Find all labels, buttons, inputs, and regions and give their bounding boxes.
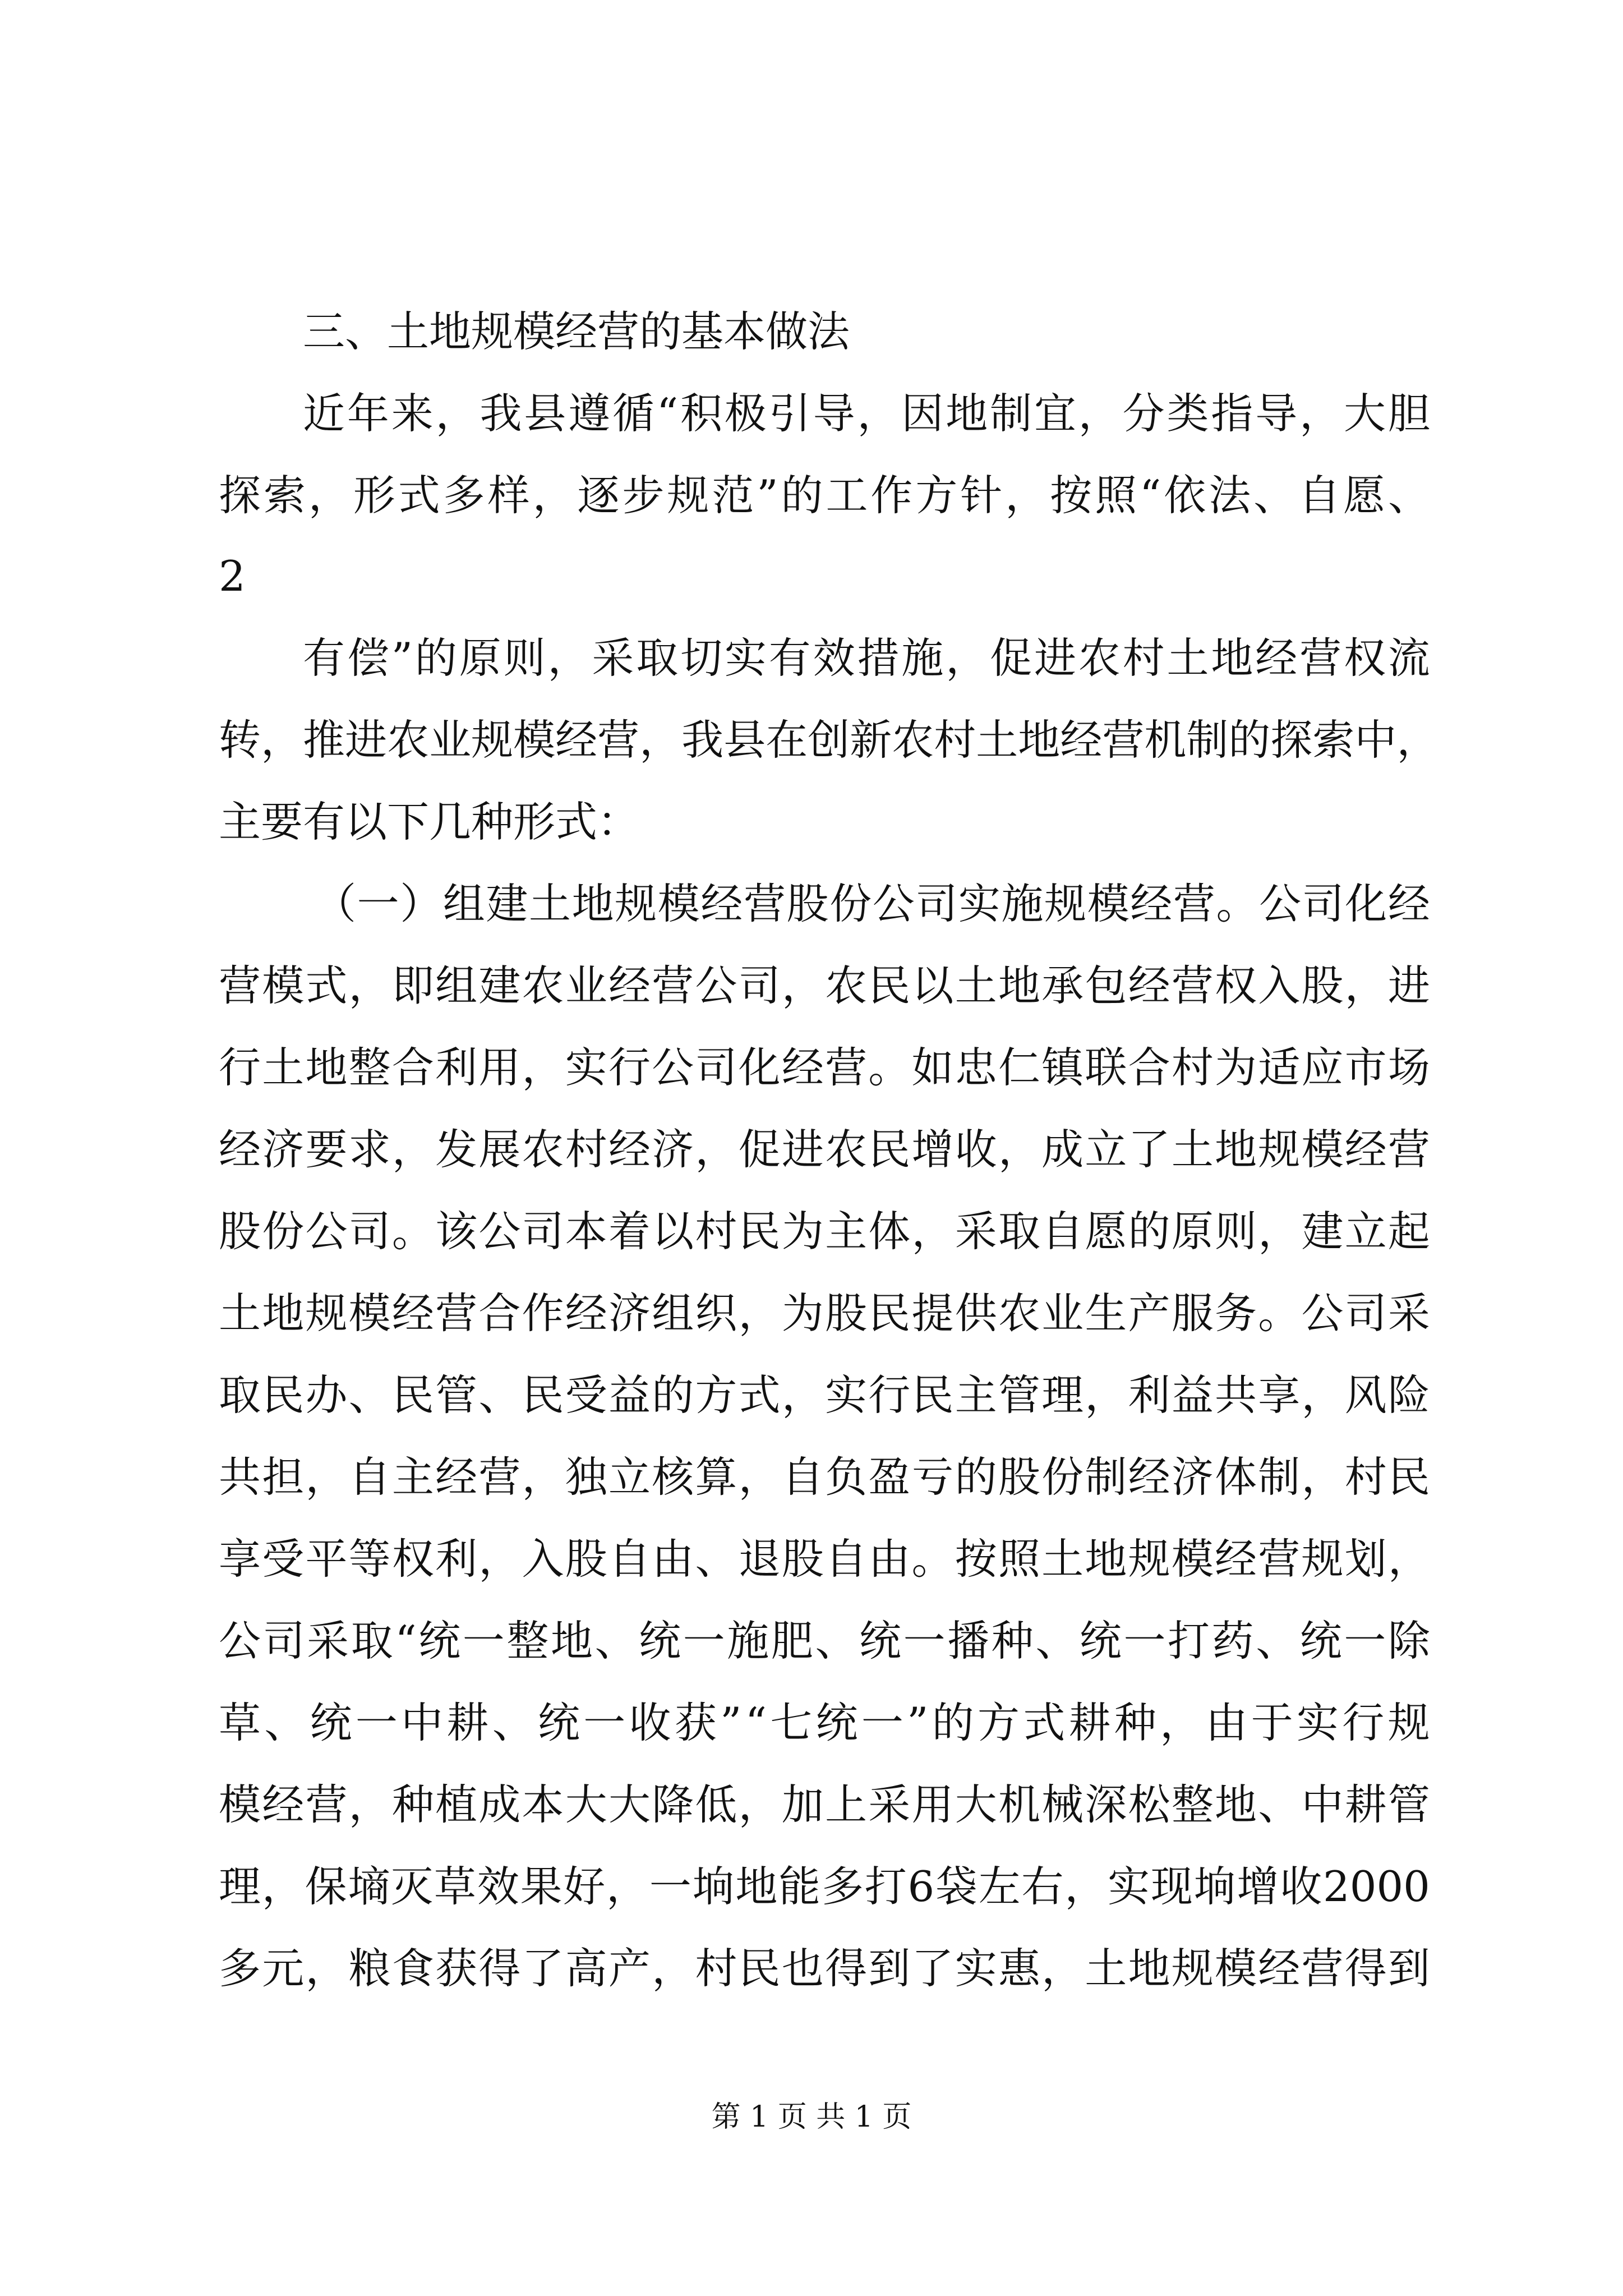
- section-heading: 三、土地规模经营的基本做法: [303, 307, 850, 356]
- text-line-19: 理 ， 保 墒 灭 草 效 果 好 ， 一 垧 地 能 多 打 6 袋 左 右 ， 实 现 垧 增 收 2000: [219, 1862, 1430, 1911]
- text-line-12: 土 地 规 模 经 营 合 作 经 济 组 织 ， 为 股 民 提 供 农 业 生 产 服 务 。 公 司 采: [219, 1289, 1430, 1338]
- text-line-10: 经 济 要 求 ， 发 展 农 村 经 济 ， 促 进 农 民 增 收 ， 成 立 了 土 地 规 模 经 营: [219, 1125, 1430, 1174]
- text-line-4: 有 偿 ” 的 原 则 ， 采 取 切 实 有 效 措 施 ， 促 进 农 村 土 地 经 营 权 流: [303, 633, 1430, 683]
- text-line-3: 2: [219, 551, 246, 601]
- text-line-8: 营 模 式 ， 即 组 建 农 业 经 营 公 司 ， 农 民 以 土 地 承 包 经 营 权 入 股 ， 进: [219, 961, 1430, 1010]
- text-line-13: 取 民 办 、 民 管 、 民 受 益 的 方 式 ， 实 行 民 主 管 理 ， 利 益 共 享 ， 风 险: [219, 1370, 1430, 1420]
- text-line-14: 共 担 ， 自 主 经 营 ， 独 立 核 算 ， 自 负 盈 亏 的 股 份 制 经 济 体 制 ， 村 民: [219, 1452, 1430, 1502]
- text-line-7: （ 一 ） 组 建 土 地 规 模 经 营 股 份 公 司 实 施 规 模 经 营 。 公 司 化 经: [314, 879, 1430, 928]
- text-line-2: 探 索 ， 形 式 多 样 ， 逐 步 规 范 ” 的 工 作 方 针 ， 按 照 “ 依 法 、 自 愿 、: [219, 471, 1430, 520]
- text-line-5: 转 ， 推 进 农 业 规 模 经 营 ， 我 县 在 创 新 农 村 土 地 经 营 机 制 的 探 索 中 ，: [219, 715, 1439, 765]
- text-line-18: 模 经 营 ， 种 植 成 本 大 大 降 低 ， 加 上 采 用 大 机 械 深 松 整 地 、 中 耕 管: [219, 1780, 1430, 1829]
- text-line-15: 享 受 平 等 权 利 ， 入 股 自 由 、 退 股 自 由 。 按 照 土 地 规 模 经 营 规 划 ，: [219, 1534, 1430, 1584]
- text-line-17: 草 、 统 一 中 耕 、 统 一 收 获 ” “ 七 统 一 ” 的 方 式 耕 种 ， 由 于 实 行 规: [219, 1698, 1430, 1747]
- page-footer: 第 1 页 共 1 页: [711, 2100, 912, 2134]
- text-line-20: 多 元 ， 粮 食 获 得 了 高 产 ， 村 民 也 得 到 了 实 惠 ， 土 地 规 模 经 营 得 到: [219, 1944, 1430, 1993]
- text-line-1: 近 年 来 ， 我 县 遵 循 “ 积 极 引 导 ， 因 地 制 宜 ， 分 类 指 导 ， 大 胆: [303, 389, 1430, 438]
- text-line-11: 股 份 公 司 。 该 公 司 本 着 以 村 民 为 主 体 ， 采 取 自 愿 的 原 则 ， 建 立 起: [219, 1207, 1430, 1256]
- text-line-9: 行 土 地 整 合 利 用 ， 实 行 公 司 化 经 营 。 如 忠 仁 镇 联 合 村 为 适 应 市 场: [219, 1043, 1430, 1092]
- text-line-6: 主要有以下几种形式：: [219, 797, 640, 846]
- text-line-16: 公 司 采 取 “ 统 一 整 地 、 统 一 施 肥 、 统 一 播 种 、 统 一 打 药 、 统 一 除: [219, 1616, 1430, 1665]
